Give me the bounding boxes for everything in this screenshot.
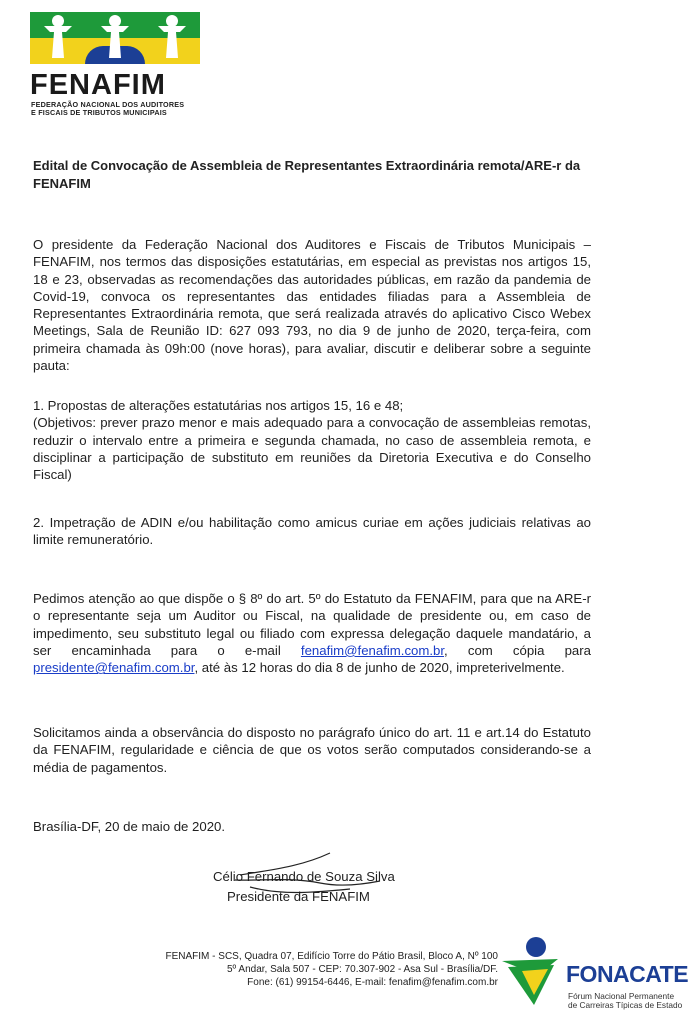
fonacate-emblem-icon xyxy=(498,935,568,1015)
email-link-fenafim[interactable]: fenafim@fenafim.com.br xyxy=(300,642,445,658)
agenda-item-1 xyxy=(33,397,591,483)
agenda-item-1-title: 1. Propostas de alterações estatutárias nos artigos 15, 16 e 48; xyxy=(33,398,404,413)
signatory-role: Presidente da FENAFIM xyxy=(227,889,370,904)
convocation-paragraph: O presidente da Federação Nacional dos Auditores e Fiscais de Tributos Municipais – FENAFIM, nos termos das disposições estatutárias, em especial as previstas nos artigos 15, 18 e 23, observadas as recomendações das autoridades públicas, em razão da pandemia de Covid-19, convoca os representantes das entidades filiadas para a Assembleia de Representantes Extraordinária remota, que será realizada através do aplicativo Cisco Webex Meetings, Sala de Reunião ID: 627 093 793, no dia 9 de junho de 2020, terça-feira, com primeira chamada às 09h:00 (nove horas), para avaliar, discutir e deliberar sobre a seguinte pauta: xyxy=(33,237,591,374)
logo-subtitle xyxy=(31,101,184,117)
agenda-item-2: 2. Impetração de ADIN e/ou habilitação como amicus curiae em ações judiciais relativas ao limite remuneratório. xyxy=(33,515,591,548)
fonacate-subtitle xyxy=(568,992,682,1010)
people-figures-icon xyxy=(30,12,200,64)
logo-subtitle-line1: FEDERAÇÃO NACIONAL DOS AUDITORES xyxy=(31,100,185,109)
fonacate-subtitle-line2: de Carreiras Típicas de Estado xyxy=(568,1000,683,1010)
attention-text-3: , até às 12 horas do dia 8 de junho de 2020, impreterivelmente. xyxy=(194,660,565,676)
email-link-presidente[interactable]: presidente@fenafim.com.br xyxy=(33,660,195,676)
footer-address xyxy=(110,950,498,989)
fonacate-logo xyxy=(498,935,690,1015)
place-date: Brasília-DF, 20 de maio de 2020. xyxy=(33,819,226,834)
attention-paragraph xyxy=(33,590,591,676)
agenda-item-1-objectives: (Objetivos: prever prazo menor e mais adequado para a convocação de assembleias remotas, reduzir o intervalo entre a primeira e segunda chamada, no caso de assembleia remota, e disciplinar a participação de substituto em reuniões da Diretoria Executiva e do Conselho Fiscal) xyxy=(33,415,591,483)
attention-text-1: Pedimos atenção ao que dispõe o § 8º do art. 5º do Estatuto da FENAFIM, para que na ARE-r o representante seja um Auditor ou Fiscal, na qualidade de presidente ou, em caso de impedimento, seu substituto legal ou filiado com expressa delegação daquele mandatário, a ser encaminhada para o e-mail xyxy=(33,591,591,658)
request-paragraph: Solicitamos ainda a observância do disposto no parágrafo único do art. 11 e art.14 do Estatuto da FENAFIM, regularidade e ciência de que os votos serão computados considerando-se a média de pagamentos. xyxy=(33,725,591,775)
fonacate-wordmark: FONACATE xyxy=(566,961,689,987)
logo-title: FENAFIM xyxy=(30,69,166,101)
footer-line-1: FENAFIM - SCS, Quadra 07, Edifício Torre do Pátio Brasil, Bloco A, Nº 100 xyxy=(165,951,498,962)
fonacate-subtitle-line1: Fórum Nacional Permanente xyxy=(568,991,675,1001)
fenafim-logo xyxy=(30,12,202,117)
footer-line-2: 5º Andar, Sala 507 - CEP: 70.307-902 - Asa Sul - Brasília/DF. xyxy=(226,964,498,975)
document-title: Edital de Convocação de Assembleia de Representantes Extraordinária remota/ARE-r da FENAFIM xyxy=(33,158,581,191)
attention-text-2: , com cópia para xyxy=(444,642,591,658)
footer-line-3: Fone: (61) 99154-6446, E-mail: fenafim@fenafim.com.br xyxy=(247,977,498,988)
logo-subtitle-line2: E FISCAIS DE TRIBUTOS MUNICIPAIS xyxy=(31,108,167,117)
signatory-name: Célio Fernando de Souza Silva xyxy=(213,869,395,884)
